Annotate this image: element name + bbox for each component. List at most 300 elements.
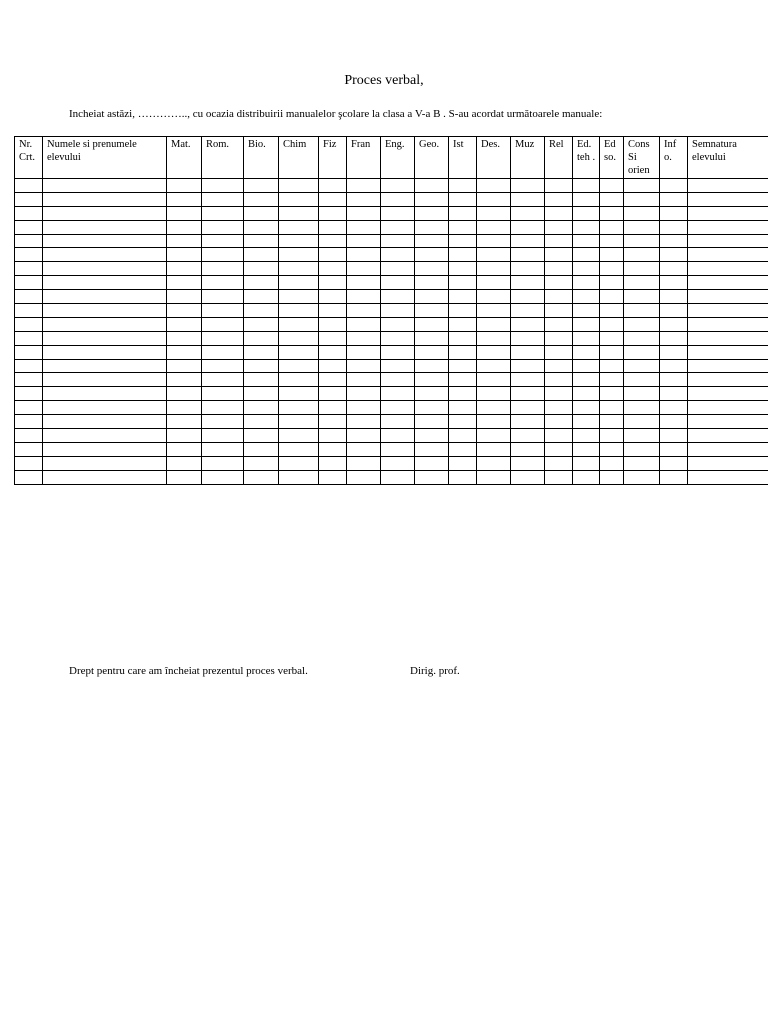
- table-cell: [660, 456, 688, 470]
- table-cell: [660, 331, 688, 345]
- column-header: Chim: [279, 137, 319, 179]
- table-cell: [449, 470, 477, 484]
- table-cell: [279, 429, 319, 443]
- table-cell: [381, 359, 415, 373]
- column-header: Cons Si orien: [624, 137, 660, 179]
- table-cell: [624, 470, 660, 484]
- table-cell: [347, 415, 381, 429]
- table-row: [15, 359, 768, 373]
- table-cell: [511, 331, 545, 345]
- table-row: [15, 387, 768, 401]
- table-cell: [511, 206, 545, 220]
- table-row: [15, 415, 768, 429]
- table-cell: [279, 331, 319, 345]
- table-cell: [244, 220, 279, 234]
- column-header: Fiz: [319, 137, 347, 179]
- table-cell: [660, 470, 688, 484]
- table-cell: [477, 373, 511, 387]
- table-cell: [449, 331, 477, 345]
- table-cell: [319, 317, 347, 331]
- table-cell: [202, 206, 244, 220]
- table-cell: [660, 179, 688, 193]
- table-cell: [600, 276, 624, 290]
- table-cell: [688, 373, 768, 387]
- table-cell: [600, 456, 624, 470]
- table-cell: [573, 415, 600, 429]
- table-cell: [688, 331, 768, 345]
- table-cell: [600, 345, 624, 359]
- table-cell: [600, 470, 624, 484]
- table-cell: [167, 331, 202, 345]
- textbook-distribution-table: [14, 136, 768, 485]
- table-cell: [15, 442, 43, 456]
- table-cell: [43, 345, 167, 359]
- table-cell: [511, 304, 545, 318]
- table-cell: [15, 234, 43, 248]
- table-cell: [660, 429, 688, 443]
- table-cell: [477, 470, 511, 484]
- table-cell: [202, 331, 244, 345]
- table-cell: [347, 206, 381, 220]
- table-cell: [511, 317, 545, 331]
- table-cell: [660, 373, 688, 387]
- table-cell: [573, 387, 600, 401]
- table-cell: [202, 345, 244, 359]
- table-cell: [15, 401, 43, 415]
- table-cell: [545, 276, 573, 290]
- table-cell: [511, 456, 545, 470]
- table-cell: [244, 359, 279, 373]
- table-cell: [15, 276, 43, 290]
- table-cell: [477, 429, 511, 443]
- table-row: [15, 429, 768, 443]
- table-cell: [624, 234, 660, 248]
- table-cell: [347, 442, 381, 456]
- table-cell: [688, 276, 768, 290]
- table-row: [15, 248, 768, 262]
- table-cell: [15, 290, 43, 304]
- table-cell: [660, 415, 688, 429]
- table-cell: [43, 429, 167, 443]
- table-cell: [381, 442, 415, 456]
- table-cell: [545, 220, 573, 234]
- table-cell: [600, 206, 624, 220]
- table-cell: [477, 387, 511, 401]
- table-cell: [15, 359, 43, 373]
- table-cell: [202, 415, 244, 429]
- table-cell: [167, 401, 202, 415]
- table-cell: [43, 442, 167, 456]
- table-cell: [624, 331, 660, 345]
- table-cell: [319, 331, 347, 345]
- table-cell: [279, 387, 319, 401]
- table-cell: [415, 359, 449, 373]
- table-cell: [381, 248, 415, 262]
- table-cell: [279, 373, 319, 387]
- table-cell: [15, 262, 43, 276]
- table-cell: [279, 359, 319, 373]
- table-cell: [381, 345, 415, 359]
- table-cell: [477, 179, 511, 193]
- table-cell: [202, 192, 244, 206]
- table-cell: [43, 248, 167, 262]
- table-cell: [477, 359, 511, 373]
- table-cell: [660, 387, 688, 401]
- table-cell: [477, 220, 511, 234]
- table-cell: [319, 429, 347, 443]
- table-cell: [449, 387, 477, 401]
- table-cell: [545, 387, 573, 401]
- table-cell: [319, 415, 347, 429]
- table-cell: [449, 401, 477, 415]
- column-header: Rel: [545, 137, 573, 179]
- table-row: [15, 317, 768, 331]
- table-cell: [545, 206, 573, 220]
- table-cell: [600, 220, 624, 234]
- table-cell: [415, 401, 449, 415]
- table-cell: [244, 456, 279, 470]
- table-cell: [511, 429, 545, 443]
- table-cell: [477, 456, 511, 470]
- table-row: [15, 442, 768, 456]
- table-cell: [545, 345, 573, 359]
- table-cell: [688, 345, 768, 359]
- table-cell: [477, 206, 511, 220]
- table-cell: [347, 345, 381, 359]
- table-cell: [244, 442, 279, 456]
- table-cell: [347, 179, 381, 193]
- table-cell: [545, 248, 573, 262]
- table-cell: [600, 192, 624, 206]
- table-cell: [167, 262, 202, 276]
- table-row: [15, 179, 768, 193]
- table-cell: [477, 401, 511, 415]
- table-cell: [449, 345, 477, 359]
- table-cell: [319, 192, 347, 206]
- table-cell: [202, 304, 244, 318]
- table-cell: [244, 262, 279, 276]
- table-cell: [319, 470, 347, 484]
- table-cell: [600, 359, 624, 373]
- table-cell: [381, 220, 415, 234]
- table-cell: [415, 290, 449, 304]
- table-cell: [688, 429, 768, 443]
- table-cell: [319, 359, 347, 373]
- table-cell: [415, 262, 449, 276]
- table-cell: [347, 317, 381, 331]
- table-cell: [15, 470, 43, 484]
- table-cell: [449, 304, 477, 318]
- table-cell: [545, 317, 573, 331]
- table-cell: [660, 220, 688, 234]
- table-cell: [600, 304, 624, 318]
- table-cell: [15, 373, 43, 387]
- table-cell: [202, 387, 244, 401]
- table-cell: [545, 331, 573, 345]
- document-title: Proces verbal,: [344, 73, 424, 88]
- table-cell: [600, 331, 624, 345]
- table-cell: [449, 373, 477, 387]
- table-cell: [573, 304, 600, 318]
- table-cell: [477, 331, 511, 345]
- table-cell: [347, 248, 381, 262]
- table-cell: [415, 276, 449, 290]
- table-cell: [545, 415, 573, 429]
- table-cell: [244, 304, 279, 318]
- table-cell: [167, 234, 202, 248]
- table-row: [15, 470, 768, 484]
- table-cell: [279, 262, 319, 276]
- table-cell: [279, 206, 319, 220]
- table-cell: [449, 206, 477, 220]
- table-cell: [688, 317, 768, 331]
- table-cell: [279, 456, 319, 470]
- table-cell: [347, 234, 381, 248]
- table-cell: [381, 234, 415, 248]
- table-cell: [347, 456, 381, 470]
- column-header: Des.: [477, 137, 511, 179]
- table-cell: [15, 220, 43, 234]
- table-cell: [477, 262, 511, 276]
- table-cell: [319, 456, 347, 470]
- table-cell: [688, 470, 768, 484]
- table-cell: [415, 373, 449, 387]
- table-cell: [279, 401, 319, 415]
- table-cell: [600, 415, 624, 429]
- table-cell: [449, 179, 477, 193]
- table-cell: [381, 470, 415, 484]
- table-cell: [202, 373, 244, 387]
- table-row: [15, 234, 768, 248]
- table-row: [15, 456, 768, 470]
- table-cell: [279, 192, 319, 206]
- table-cell: [381, 206, 415, 220]
- table-cell: [624, 276, 660, 290]
- table-cell: [347, 331, 381, 345]
- table-cell: [244, 470, 279, 484]
- column-header: Mat.: [167, 137, 202, 179]
- table-cell: [511, 262, 545, 276]
- table-cell: [319, 442, 347, 456]
- table-cell: [600, 262, 624, 276]
- table-cell: [202, 442, 244, 456]
- table-cell: [624, 179, 660, 193]
- table-cell: [624, 262, 660, 276]
- table-cell: [624, 304, 660, 318]
- table-cell: [15, 248, 43, 262]
- table-body: [15, 179, 768, 485]
- table-cell: [624, 359, 660, 373]
- table-row: [15, 220, 768, 234]
- table-cell: [573, 456, 600, 470]
- table-cell: [244, 415, 279, 429]
- table-cell: [319, 276, 347, 290]
- table-cell: [415, 331, 449, 345]
- table-cell: [600, 401, 624, 415]
- table-cell: [624, 456, 660, 470]
- table-cell: [279, 470, 319, 484]
- table-cell: [415, 415, 449, 429]
- table-cell: [688, 401, 768, 415]
- table-cell: [660, 262, 688, 276]
- table-cell: [167, 304, 202, 318]
- table-cell: [660, 290, 688, 304]
- table-cell: [381, 276, 415, 290]
- table-cell: [477, 248, 511, 262]
- table-cell: [167, 179, 202, 193]
- table-cell: [449, 192, 477, 206]
- table-cell: [449, 317, 477, 331]
- table-cell: [477, 234, 511, 248]
- table-cell: [688, 415, 768, 429]
- table-cell: [202, 429, 244, 443]
- table-cell: [347, 276, 381, 290]
- table-cell: [415, 220, 449, 234]
- table-cell: [624, 192, 660, 206]
- table-cell: [202, 290, 244, 304]
- table-cell: [347, 290, 381, 304]
- table-cell: [381, 317, 415, 331]
- table-cell: [688, 179, 768, 193]
- table-cell: [279, 179, 319, 193]
- table-cell: [43, 331, 167, 345]
- table-cell: [511, 234, 545, 248]
- table-cell: [15, 317, 43, 331]
- table-row: [15, 345, 768, 359]
- table-cell: [600, 234, 624, 248]
- table-cell: [43, 276, 167, 290]
- table-cell: [688, 456, 768, 470]
- table-cell: [319, 304, 347, 318]
- table-cell: [511, 290, 545, 304]
- table-cell: [415, 456, 449, 470]
- table-cell: [600, 179, 624, 193]
- table-cell: [511, 373, 545, 387]
- table-cell: [573, 290, 600, 304]
- table-cell: [167, 359, 202, 373]
- table-cell: [43, 206, 167, 220]
- table-cell: [279, 290, 319, 304]
- table-cell: [202, 401, 244, 415]
- table-cell: [545, 470, 573, 484]
- table-cell: [449, 276, 477, 290]
- table-cell: [43, 234, 167, 248]
- table-cell: [449, 290, 477, 304]
- table-cell: [511, 220, 545, 234]
- table-cell: [319, 262, 347, 276]
- table-cell: [415, 304, 449, 318]
- table-cell: [624, 206, 660, 220]
- table-cell: [244, 429, 279, 443]
- table-cell: [573, 262, 600, 276]
- table-cell: [202, 234, 244, 248]
- table-cell: [660, 317, 688, 331]
- table-cell: [244, 179, 279, 193]
- table-cell: [511, 415, 545, 429]
- table-cell: [477, 345, 511, 359]
- table-cell: [600, 248, 624, 262]
- table-cell: [167, 317, 202, 331]
- table-cell: [477, 415, 511, 429]
- table-cell: [43, 415, 167, 429]
- table-cell: [167, 192, 202, 206]
- table-cell: [688, 206, 768, 220]
- table-cell: [381, 387, 415, 401]
- table-cell: [319, 401, 347, 415]
- table-cell: [15, 345, 43, 359]
- table-cell: [573, 206, 600, 220]
- table-cell: [43, 290, 167, 304]
- table-cell: [244, 248, 279, 262]
- table-cell: [660, 401, 688, 415]
- table-cell: [347, 429, 381, 443]
- table-cell: [279, 415, 319, 429]
- table-cell: [545, 304, 573, 318]
- table-cell: [415, 470, 449, 484]
- table-cell: [660, 304, 688, 318]
- table-cell: [624, 387, 660, 401]
- table-row: [15, 192, 768, 206]
- table-cell: [624, 290, 660, 304]
- table-cell: [449, 456, 477, 470]
- table-cell: [511, 192, 545, 206]
- table-cell: [43, 304, 167, 318]
- table-cell: [43, 373, 167, 387]
- table-cell: [573, 373, 600, 387]
- table-cell: [415, 442, 449, 456]
- table-cell: [688, 192, 768, 206]
- table-cell: [688, 304, 768, 318]
- table-cell: [449, 442, 477, 456]
- table-cell: [202, 276, 244, 290]
- table-cell: [688, 442, 768, 456]
- table-cell: [15, 415, 43, 429]
- table-row: [15, 331, 768, 345]
- table-cell: [415, 345, 449, 359]
- table-cell: [688, 234, 768, 248]
- table-cell: [624, 345, 660, 359]
- table-cell: [43, 179, 167, 193]
- table-row: [15, 262, 768, 276]
- table-cell: [43, 262, 167, 276]
- table-cell: [624, 373, 660, 387]
- table-cell: [624, 401, 660, 415]
- column-header: Muz: [511, 137, 545, 179]
- table-cell: [381, 331, 415, 345]
- table-cell: [545, 456, 573, 470]
- table-cell: [449, 248, 477, 262]
- table-cell: [43, 192, 167, 206]
- table-cell: [511, 359, 545, 373]
- table-cell: [449, 415, 477, 429]
- table-cell: [545, 262, 573, 276]
- table-cell: [347, 401, 381, 415]
- table-cell: [15, 192, 43, 206]
- column-header: Ed so.: [600, 137, 624, 179]
- table-cell: [511, 401, 545, 415]
- table-cell: [279, 234, 319, 248]
- table-cell: [202, 179, 244, 193]
- table-cell: [573, 345, 600, 359]
- table-cell: [688, 387, 768, 401]
- column-header: Semnatura elevului: [688, 137, 768, 179]
- column-header: Ist: [449, 137, 477, 179]
- table-cell: [511, 345, 545, 359]
- table-cell: [381, 401, 415, 415]
- table-cell: [511, 179, 545, 193]
- table-cell: [449, 429, 477, 443]
- table-cell: [600, 373, 624, 387]
